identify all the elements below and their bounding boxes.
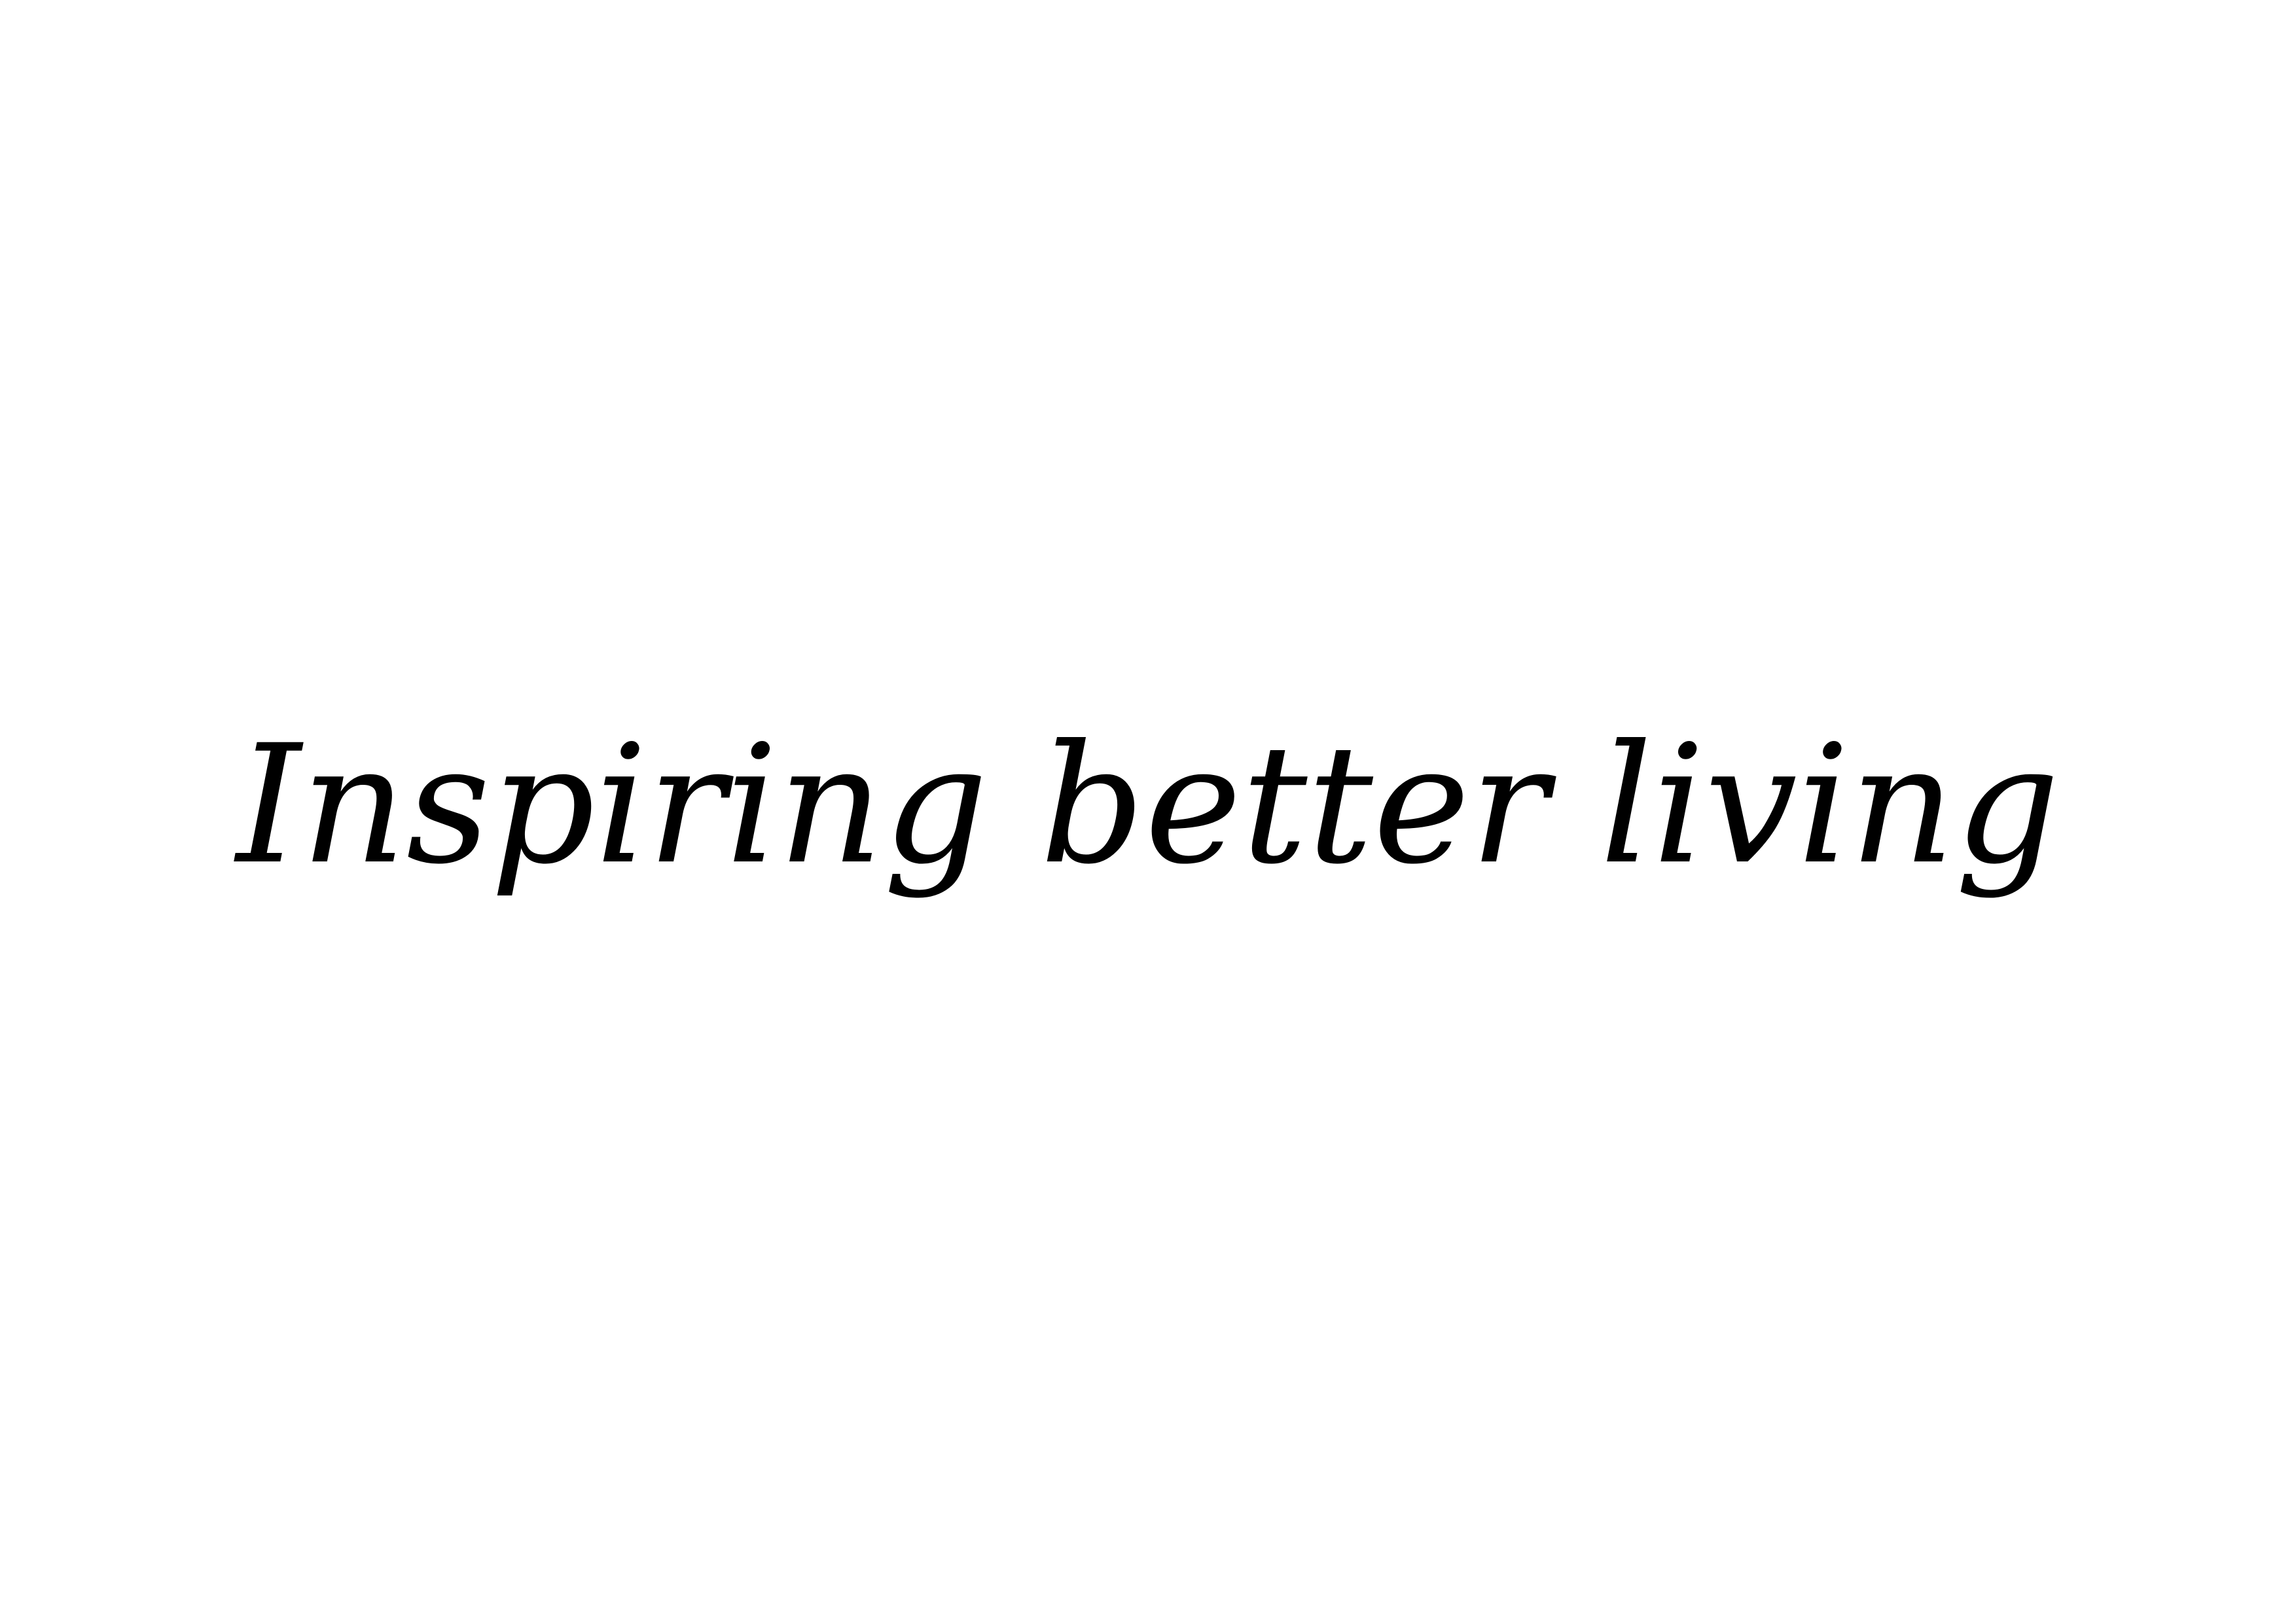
- tagline-text: Inspiring better living: [236, 710, 2060, 900]
